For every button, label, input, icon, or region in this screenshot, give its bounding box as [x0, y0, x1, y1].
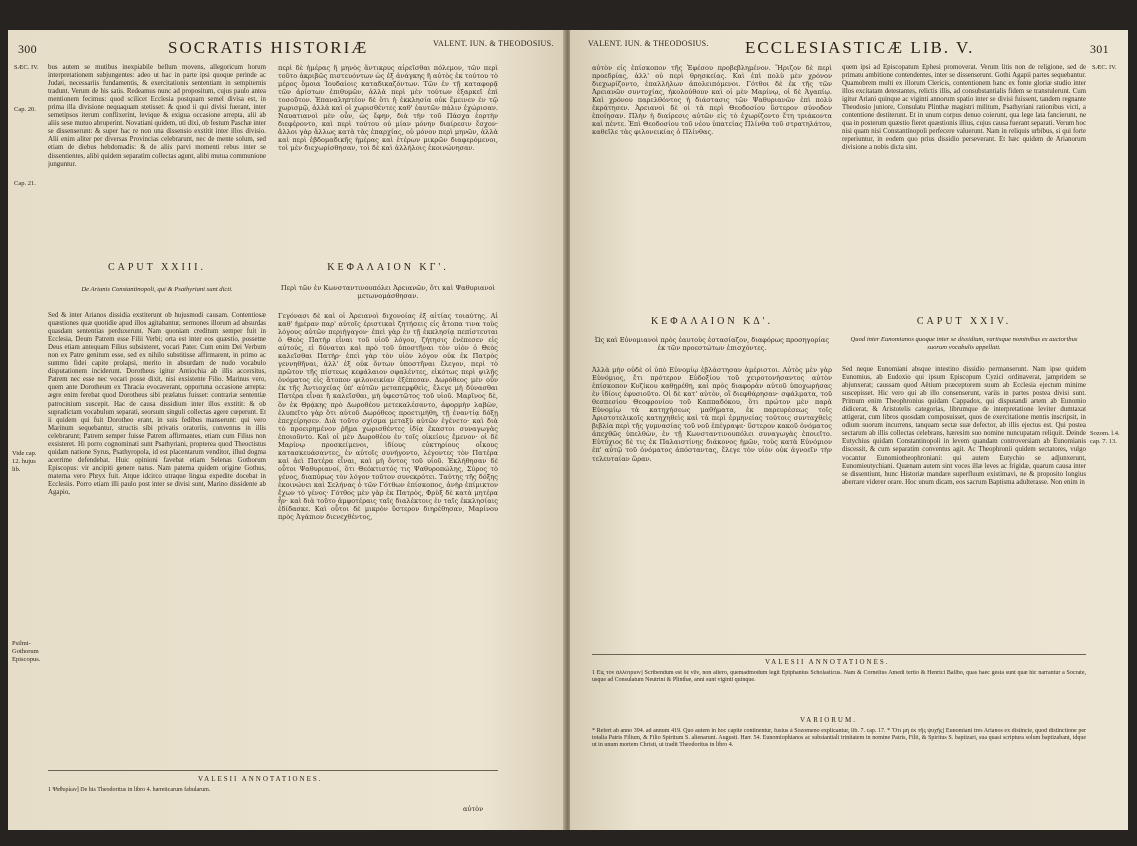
- left-greek-main-text: Γεγόνασι δὲ καὶ οἱ Ἀρειανοὶ διχονοίας ἐξ αἰτίας τοιαύτης. Αἱ καθ' ἡμέραν παρ' αὐτοῖς ἐριστικαὶ ζητήσεις εἰς ἄτοπα τινα τοὺς λόγους αὐτῶν περιήγαγον· ἐπεὶ γὰρ ἐν τῇ ἐκκλησίᾳ πεπίστευται ὁ Θεὸς Πατὴρ εἶναι τοῦ υἱοῦ λόγου, ζήτησις ἐνέπεσεν εἰς αὐτούς, εἰ δύναται καὶ πρὸ τοῦ ὑποστῆναι τὸν υἱὸν ὁ Θεὸς καλεῖσθαι Πατήρ· ἐπεὶ γὰρ τὸν υἱὸν λόγον οὐκ ἐκ Πατρὸς γεννηθῆναι, ἀλλ' ἐξ οὐκ ὄντων ὑποστῆναι ἔλεγον, περὶ τὸ πρῶτον τῆς πίστεως κεφάλαιον σφαλέντες, εἰκότως περὶ ψιλῆς ὀνόματος εἰς ἄτοπον φιλονεικίαν ἐξέπεσαν. Δωρόθεος μὲν οὖν ἐκ τῆς Ἀντιοχείας ὑπ' αὐτῶν μεταπεμφθεὶς, ἔλεγε μὴ δύνασθαι Πατέρα εἶναι ἢ καλεῖσθαι, μὴ ὑφεστῶτος τοῦ υἱοῦ. Μαρῖνος δὲ, ὃν ἐκ Θρᾴκης πρὸ Δωροθέου μετεκαλέσαντο, ἀφορμὴν λαβὼν, ἐλυπεῖτο γὰρ ὅτι αὐτοῦ Δωρόθεος προετιμήθη, τῇ ἐναντίᾳ δόξῃ ἐπεχείρησεν. Διὰ τοῦτο σχίσμα μεταξὺ αὐτῶν ἐγένετο· καὶ διὰ τὸ προειρημένον ῥῆμα χωρισθέντες ἰδίᾳ ἕκαστοι συναγωγὰς ἐποιοῦντο. Καὶ οἱ μὲν Δωροθέου ἐν τοῖς οἰκείοις ἔμενον· οἱ δὲ Μαρίνῳ προσκείμενοι, ἰδίους εὐκτηρίους οἴκους κατασκευάσαντες, ἐν αὐτοῖς συνήγοντο, λέγοντες τὸν Πατέρα καὶ ἀεὶ Πατέρα εἶναι, καὶ μὴ ὄντος τοῦ υἱοῦ. Ἐκλήθησαν δὲ οὗτοι Ψαθυριανοί, ὅτι Θεόκτιστός τις Ψαθυροπώλης, Σύρος τὸ γένος, διαπύρως τὸν λόγον τοῦτον συνεκρότει. Ταύτης τῆς δόξης ἐκοινώνει καὶ Σελήνας ὁ τῶν Γότθων ἐπίσκοπος, ἀνὴρ ἐπίμικτον ἔχων τὸ γένος· Γότθος μὲν γὰρ ἐκ Πατρὸς, Φρὺξ δὲ κατὰ μητέρα ἦν· καὶ διὰ τοῦτο ἀμφοτέραις ταῖς διαλέκτοις ἐν ταῖς ἐκκλησίαις ἐδίδασκε. Καὶ οὗτοι δὲ μικρὸν ὕστερον διηρέθησαν, Μαρίνου πρὸς Ἀγάπιον διενεχθέντος,: [278, 312, 498, 522]
- left-latin-main-text: Sed & inter Arianos dissidia exstiterunt ob hujusmodi causam. Contentiosæ quæstiones quæ quotidie apud illos agitabantur, sermones illorum ad absurdas quasdam sententias perduxerunt. Nam quoniam creditum semper fuit in Ecclesia, Deum Patrem esse Filii Verbi; orta est inter eos quæstio, possetne Deus etiam antequam Filius subsisteret, vocari Pater. Cum enim Dei Verbum non ex Patre genitum esse, sed ex nihilo substitisse affirmarent, in primo ac summo fidei capite prolapsi, merito in absurdam de nudo vocabulo disputationem inciderunt. Dorotheus igitur Antiochia ab illis accersitus, Patrem nec esse nec vocari posse dixit, nisi exsistente Filio. Marinus vero, quem ante Dorotheum ex Thracia evocaverant, opportuna occasione arrepta: ægre enim ferebat quod Dorotheus sibi prælatus fuisset: contrariæ sententiæ patrocinium suscepit. Hac de causa dissidium inter illos exstitit: & ob supradictam vocabulum separati, seorsum singuli collectas agere cœperunt. Et ii quidem qui fuit Dorotheo erant, in suis fedibus manserunt: qui vero Marinum sequebantur, structis sibi privatis oratoriis, conventus in illis celebrarunt; Patrem semper fuisse Patrem affirmantes, etiam cum Filius non exsisteret. Hi porro cognominati sunt Psathyriani, propterea quod Theoctistus quidam natione Syrus, Psathyropola, id est placentarum venditor, illud dogma acerrime defendebat. Huic opinioni favebat etiam Selenas Gothorum Episcopus: vir ancipiti genere natus. Nam paterna quidem origine Gothus, materna vero Phryx fuit. Atque idcirco utraque lingua expedite docebat in Ecclesiis. Porro etiam illi paulo post inter se divisi sunt, Marino dissidente ab Agapio,: [48, 312, 266, 497]
- left-latin-top-text: bus autem se mutibus inexpiabile bellum movens, allegoricum horum interpretationem subjungentes: adeo ut hac in parte ipsi quoque perinde ac Judæi, necessariis fundamentis, & exercitationis sententiam in sempiternis tradunt. Verum de his satis. Redeamus nunc ad propositum, cujus paulo antea mentionem fecimus: quod scilicet Ecclesia postquam semel divisa est, in prima illa divisione nequaquam stetisset: & quod ii qui divisi fuerant, inter semetipsos iterum conflixerint, levique & exigua occasione arrepta, alii ab aliis sese mutuo abruperint. Novatiani quidem, uti dixi, ob festum Paschæ inter se dissenserunt: & super hac re non una dissensio exstitit inter illos divisio. Alii enim aliter per diversas Provincias celebrarunt, nec de mente solum, sed etiam de diebus hebdomadis: & de aliis parvi momenti rebus inter se dissentientes, alibi quidem separatim collectas agunt, alibi mutua communione junguntur.: [48, 64, 266, 168]
- left-subtitle-greek: Περὶ τῶν ἐν Κωνσταντινουπόλει Ἀρειανῶν, ὅτι καὶ Ψαθυριανοὶ μετωνομάσθησαν.: [280, 284, 496, 300]
- left-margin-cap20: Cap. 20.: [14, 106, 36, 113]
- right-latin-main-text: Sed neque Eunomiani absque intestino dissidio permanserunt. Nam ipse quidem Eunomius, ab Eudoxio qui ipsum Episcopum Cyzici ordinaverat, jampridem se abjunxerat; caussam quod Aëtium præceptorem suum ab Ecclesia ejectum minime suscepisset. Hic vero qui ab illo consenserunt, variis in partes postea divisi sunt. Primum enim Theophronius quidam Cappadox, qui disputandi artem ab Eunomio didicerat, & Aristotelis categorias, librumque de interpretatione leviter dumtaxat attigerat, cum libros quosdam composuisset, quos de exercitatione mentis inscripsit, in odium suorum incurrens, tanquam sectæ suæ defector, ab illis ejectus est. Qui postea sectarum ab illis collectas celebrans, hæresim suo nomine nuncupatam reliquit. Deinde Eutychius quidam Constantinopoli in levem quandam controversiam ab Eunomianis discessit, & cum separatim conventus agit. Ac Theophronii quidem sectatores, vulgo vocantur Eunomiotheophroniani: qui autem Eutychio se adjunxerunt, Eunomieutychiani. Quænam autem sint voces illæ leves ac frigidæ, quarum causa inter se dissentiunt, hunc Historiæ mandare superfluum existimavi, ne & proposito longius aberrare viderer orare. Hoc unum dicam, eos sacrum Baptisma adulterasse. Non enim in: [842, 366, 1086, 486]
- left-greek-top-text: περὶ δὲ ἡμέρας ἢ μηνὸς ἄντικρυς αἰρεῖσθαι πόλεμον, τῶν περὶ τοῦτο ἀκριβῶς πιστευόντων ὡς ἐξ ἀνάγκης ἢ αὐτὸς ἐκ τούτου τὸ μέρος ὅμοια Ἰουδαίοις καταδικαζόντων. Τῶν ἐν τῇ καταφορᾷ τῶν ἀρίστων ἐπιθυμῶν, ἀλλὰ περὶ μὲν τούτων ἐξαρκεῖ ἐπὶ τοσοῦτον. Ἐπαναληπτέον δὲ ὅτι ἡ ἐκκλησία οὐκ ἔμεινεν ἐν τῷ χωρισμῷ, ἀλλὰ καὶ οἱ χωρισθέντες καθ' ἑαυτῶν πάλιν ἐχώρισαν. Ναυατιανοὶ μὲν οὖν, ὡς ἔφην, διὰ τὴν τοῦ Πάσχα ἑορτὴν διεφέροντο, καὶ περὶ τούτου οὐ μίαν μόνην διαίρεσιν ἔσχον· ἄλλοι γὰρ ἄλλως κατὰ τὰς ἐπαρχίας, οὐ μόνον περὶ μηνῶν, ἀλλὰ καὶ περὶ ἑβδομαδικῆς ἡμέρας καὶ ἑτέρων μικρῶν διαφερόμενοι, τοὶ μὲν διεχωρίσθησαν, τοὶ δὲ καὶ ἀλλήλοις ἐκοινώνησαν.: [278, 64, 498, 153]
- left-notes-rule: [48, 770, 498, 771]
- left-notes-text: 1 Ψαθυρίων] De his Theodoritus in libro 4. hæreticarum fabularum.: [48, 787, 211, 793]
- right-running-subtitle: VALENT. IUN. & THEODOSIUS.: [588, 39, 709, 48]
- right-margin-century: SÆC. IV.: [1092, 64, 1117, 71]
- right-page-number: 301: [1090, 42, 1109, 56]
- left-page-number: 300: [18, 42, 37, 56]
- left-running-title: SOCRATIS HISTORIÆ: [168, 38, 369, 57]
- right-latin-top-text: quem ipsi ad Episcopatum Ephesi promoverat. Verum litis non de religione, sed de primatu ambitione contendentes, inter se dissenserunt. Gothi Agapii partes sequebantur. Quamobrem multi ex illorum Clericis, contentionem hanc ex fonte gloriæ studio inter illos excitatam detestantes, relictis illis, ad consubstantialis fidem se transtulerunt. Cum igitur Ariani quinque ac viginti annorum spatio inter se divisi fuissent, tandem regnante Theodosio juniore, Consulatu Plinthæ magistri militum, Psathyriani rationibus victi, a contentione destiterunt. Et in unum corpus denuo coierunt, qua lege lata fancierunt, ne qua in posterum quæstio fieret quæstionis illius, cujus causa fuerant separati. Verum hoc nisi quam nisi Constantinopoli perfecere valuerunt. Nam in reliquis urbibus, si qui forte reperiuntur, in eodem quo prius dissidio perseverant. Et hæc quidem de Arianorum divisione a nobis dicta sint.: [842, 64, 1086, 152]
- right-greek-main-text: Ἀλλὰ μὴν οὐδὲ οἱ ὑπὸ Εὐνομίῳ ἐβλάστησαν ἀμέριστοι. Αὐτὸς μὲν γὰρ Εὐνόμιος, ἔτι πρότερον Εὐδοξίου τοῦ χειροτονήσαντος αὐτὸν ἐπίσκοπον Κυζίκου καθῃρέθη, καὶ πρὸς διαφορὰν αὐτοῦ ὑποχωρήσας ἐν ἰδίοις ἐφυσιοῦτο. Οἱ δὲ κατ' αὐτὸν, οἳ διεφθάρησαν· σφάλματα, τοῦ θεσπεσίου Θεοφρονίου τοῦ Καππαδόκου, ὅτι πρώτον μὲν παρὰ Εὐνομίῳ τὰ κατηχήσεως μαθήματα, ἐκ παρευρέσεως τοῖς Ἀριστοτελικοῖς κατηχηθεὶς καὶ τὰ περὶ ἑρμηνείας τούτοις συνταχθεὶς βιβλία περὶ τῆς γυμνασίας τοῦ νοῦ ἐπέγραψε· ὕστερον κακοῦ ὀνόματος ἀπεχθῶς ὑπελθὼν, ἐν τῇ Κωνσταντινουπόλει συναγωγὰς ἐποιεῖτο. Εὐτύχιος δὲ τις ἐκ Παλαιστίνης διάκονος ἡμῶν, τοὺς κατὰ Εὐνόμιον ἐπ' αὐτῷ τοῦ ὀνόματος ἀπόσταντας, ἔλεγε τὸν υἱὸν οὐκ ἀγνοεῖν τὴν τελευταίαν ὥραν.: [592, 366, 832, 463]
- right-notes-rule: [592, 654, 1086, 655]
- left-chapter-greek: ΚΕΦΑΛΑΙΟΝ ΚΓ'.: [327, 262, 449, 273]
- right-greek-top-text: αὐτὸν εἰς ἐπίσκοπον τῆς Ἐφέσου προβεβλημένον. Ἤριζον δὲ περὶ προεδρίας, ἀλλ' οὐ περὶ θρησκείας. Καὶ ἐπὶ πολὺ μὲν χρόνον διεχωρίζοντο, ἐπαλλήλων ἀπολειπόμενοι. Γότθοι δὲ ἐκ τῆς τῶν Ἀρειανῶν συντυχίας, ἠκολούθουν καὶ οἱ μὲν Μαρίνῳ, οἱ δὲ Ἀγαπίῳ. Καὶ χρόνου παρελθόντος ἡ διάστασις τῶν Ψαθυριανῶν ἐπὶ πολὺ ἐκράτησεν. Ἀρειανοὶ δὲ οἱ τὰ περὶ Θεοδοσίου ὕστερον σύνοδον ἐποίησαν. Πλὴν ἡ διαίρεσις αὐτῶν εἰς τὸ ἐχωρίζοντο ἔτη τριάκοντα καὶ πέντε. Ἐπὶ Θεοδοσίου τοῦ νέου ὑπατείας Πλίνθα τοῦ στρατηλάτου, καθεῖλε τὰς φιλονεικίας ὁ Πλίνθας.: [592, 64, 832, 137]
- left-chapter-latin: CAPUT XXIII.: [107, 262, 207, 273]
- right-subtitle-greek: Ὡς καὶ Εὐνομιανοὶ πρὸς ἑαυτοὺς ἐστασίαζον, διαφόρως προσηγορίας ἐκ τῶν προεστώτων ἐπισχόντες.: [594, 336, 830, 352]
- left-notes-heading: VALESII ANNOTATIONES.: [198, 775, 323, 783]
- right-chapter-latin: CAPUT XXIV.: [916, 316, 1012, 327]
- left-margin-cap21: Cap. 21.: [14, 180, 36, 187]
- left-margin-century: SÆC. IV.: [14, 64, 39, 71]
- left-catchword: αὐτὸν: [463, 805, 484, 813]
- right-running-title: ECCLESIASTICÆ LIB. V.: [745, 38, 975, 57]
- left-running-subtitle: VALENT. IUN. & THEODOSIUS.: [433, 39, 554, 48]
- right-notes-text: 1 Εἰς τὸν ἀλλότριον] Scribendum est δὲ νῦν, non altero, quemadmodum legit Epiphanius Scholasticus. Nam & Cornelius Amedi tertio & Henrici Ballbo, quas haec gesta sunt quæ hic narrantur a Socrate, usque ad Consulatum Neutrini & Plinthæ, anni sunt viginti quinque.: [592, 670, 1086, 684]
- left-margin-selenas: Psilmi-Gothorum Episcopus.: [12, 640, 41, 663]
- left-page: [8, 30, 565, 830]
- left-subtitle-latin: De Arianis Constantinopoli, qui & Psathyriani sunt dicti.: [81, 286, 233, 293]
- right-notes-heading: VALESII ANNOTATIONES.: [765, 658, 890, 666]
- right-chapter-greek: ΚΕΦΑΛΑΙΟΝ ΚΔ'.: [650, 316, 774, 327]
- right-margin-sozom: Sozom. l.4. cap. 7. 13.: [1090, 430, 1120, 445]
- right-page: [570, 30, 1128, 830]
- right-subtitle-latin: Quod inter Eunomianos quoque inter se dissidium, variisque nominibus ex auctoribus suorum vocabulis appellati.: [850, 336, 1078, 351]
- right-variorum-text: * Refert ab anno 394. ad annum 419. Quo autem in hoc capite continentur, fusius à Sozomeno explicantur, lib. 7. cap. 17. * Ὅτι μὴ ἐκ τῆς ψυχῆς] Eunomiani tres Arianos ex distincte, quod distinctione per totalia Patris Filium, & Filio Spiritum S. alienarunt. Augusti. Hær. 54. Eunomiophianos ac substantiali trinitatem in nomine Patris, Filii, & Spiritus S. baptizari, sua quasi scriptura solum baptizabant, idque ut in unum mortem Christi, ut tradit Theodoritus in libro 4.: [592, 728, 1086, 749]
- right-variorum-heading: VARIORUM.: [800, 716, 857, 724]
- left-margin-vide: Vide cap. 12. hujus lib.: [12, 450, 37, 473]
